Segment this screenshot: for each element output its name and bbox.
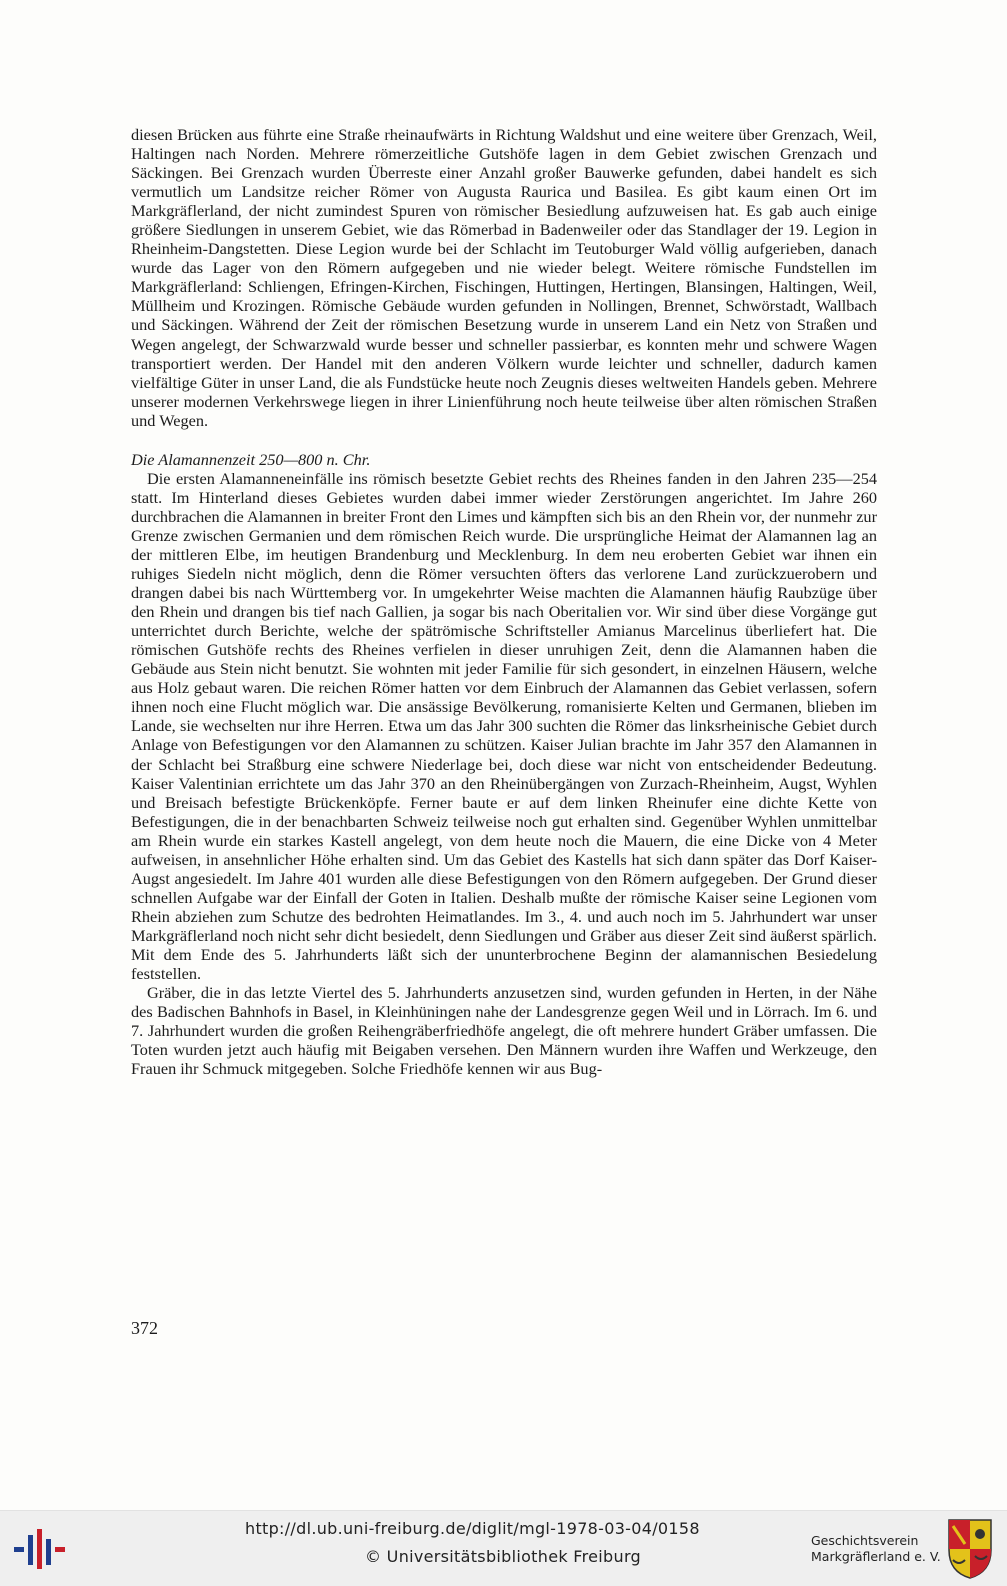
paragraph-roman-roads: diesen Brücken aus führte eine Straße rheinaufwärts in Richtung Waldshut und eine weitere über Grenzach, Weil, Haltingen nach Norden. Mehrere römerzeitliche Gutshöfe lagen in dem Gebiet zwischen Grenzach und Säckingen. Bei Grenzach wurden Überreste einer Anzahl großer Bauwerke gefunden, dabei handelt es sich vermutlich um Landsitze reicher Römer von Augusta Raurica und Basilea. Es gibt kaum einen Ort im Markgräflerland, der nicht zumindest Spuren von römischer Besiedlung aufzuweisen hat. Es gab auch einige größere Siedlungen in unserem Gebiet, wie das Römerbad in Badenweiler oder das Standlager der 19. Legion in Rheinheim-Dangstetten. Diese Legion wurde bei der Schlacht im Teutoburger Wald völlig aufgerieben, danach wurde das Lager von den Römern aufgegeben und nie wieder belegt. Weitere römische Fundstellen im Markgräflerland: Schliengen, Efringen-Kirchen, Fischingen, Huttingen, Hertingen, Blansingen, Haltingen, Weil, Müllheim und Krozingen. Römische Gebäude wurden gefunden in Nollingen, Brennet, Schwörstadt, Wallbach und Säckingen. Während der Zeit der römischen Besetzung wurde in unserem Land ein Netz von Straßen und Wegen angelegt, der Schwarzwald wurde besser und schneller passierbar, es konnten mehr und schwere Wagen transportiert werden. Der Handel mit den anderen Völkern wurde leichter und schneller, dadurch kamen vielfältige Güter in unser Land, die als Fundstücke heute noch Zeugnis dieses weltweiten Handels geben. Mehrere unserer modernen Verkehrswege liegen in ihrer Linienführung noch heute teilweise über alten römischen Straßen und Wegen. xyxy=(131,125,877,430)
paragraph-graves: Gräber, die in das letzte Viertel des 5. Jahrhunderts anzusetzen sind, wurden gefunden in Herten, in der Nähe des Badischen Bahnhofs in Basel, in Kleinhüningen nahe der Landesgrenze gegen Weil und in Lörrach. Im 6. und 7. Jahrhundert wurden die großen Reihengräberfriedhöfe angelegt, die oft mehrere hundert Gräber umfassen. Die Toten wurden jetzt auch häufig mit Beigaben versehen. Den Männern wurden ihre Waffen und Werkzeuge, den Frauen ihr Schmuck mitgegeben. Solche Friedhöfe kennen wir aus Bug- xyxy=(131,983,877,1079)
society-name xyxy=(811,1533,941,1565)
society-name-line1: Geschichtsverein xyxy=(811,1533,919,1548)
page-number: 372 xyxy=(131,1318,158,1338)
society-name-line2: Markgräflerland e. V. xyxy=(811,1549,941,1564)
footer-bar xyxy=(0,1510,1007,1586)
coat-of-arms-icon xyxy=(945,1516,995,1580)
ub-freiburg-logo-icon xyxy=(12,1525,68,1573)
copyright-notice: © Universitätsbibliothek Freiburg xyxy=(365,1547,641,1566)
section-heading: Die Alamannenzeit 250—800 n. Chr. xyxy=(131,449,371,469)
permalink-url[interactable]: http://dl.ub.uni-freiburg.de/diglit/mgl-1978-03-04/0158 xyxy=(245,1519,700,1538)
body-text xyxy=(131,125,877,1078)
paragraph-alamanni: Die ersten Alamanneneinfälle ins römisch besetzte Gebiet rechts des Rheines fanden in den Jahren 235—254 statt. Im Hinterland dieses Gebietes wurden dabei immer wieder Zerstörungen angerichtet. Im Jahre 260 durchbrachen die Alamannen in breiter Front den Limes und kämpften sich bis an den Rhein vor, der nunmehr zur Grenze zwischen Germanien und dem römischen Reich wurde. Die ursprüngliche Heimat der Alamannen lag an der mittleren Elbe, im heutigen Brandenburg und Mecklenburg. In dem neu eroberten Gebiet war ihnen ein ruhiges Siedeln nicht möglich, denn die Römer versuchten öfters das verlorene Land zurückzuerobern und drangen dabei bis nach Württemberg vor. In umgekehrter Weise machten die Alamannen häufig Raubzüge über den Rhein und drangen bis tief nach Gallien, ja sogar bis nach Oberitalien vor. Wir sind über diese Vorgänge gut unterrichtet durch Berichte, welche der spätrömische Schriftsteller Amianus Marcelinus überliefert hat. Die römischen Gutshöfe rechts des Rheines verfielen in dieser unruhigen Zeit, denn die Alamannen haben die Gebäude aus Stein nicht benutzt. Sie wohnten mit jeder Familie für sich gesondert, in einzelnen Häusern, welche aus Holz gebaut waren. Die reichen Römer hatten vor dem Einbruch der Alamannen das Gebiet verlassen, sofern ihnen noch eine Flucht möglich war. Die ansässige Bevölkerung, romanisierte Kelten und Germanen, blieben im Lande, sie wechselten nur ihre Herren. Etwa um das Jahr 300 suchten die Römer das linksrheinische Gebiet durch Anlage von Befestigungen vor den Alamannen zu schützen. Kaiser Julian brachte im Jahr 357 den Alamannen in der Schlacht bei Straßburg eine schwere Niederlage bei, doch diese war nicht von entscheidender Bedeutung. Kaiser Valentinian errichtete um das Jahr 370 an den Rheinübergängen von Zurzach-Rheinheim, Augst, Wyhlen und Breisach befestigte Brückenköpfe. Ferner baute er auf dem linken Rheinufer eine dichte Kette von Befestigungen, die in der benachbarten Schweiz teilweise noch gut erhalten sind. Gegenüber Wyhlen unmittelbar am Rhein wurde ein starkes Kastell angelegt, von dem heute noch die Mauern, die eine Dicke von 4 Meter aufweisen, in ansehnlicher Höhe erhalten sind. Um das Gebiet des Kastells hat sich dann später das Dorf Kaiser-Augst angesiedelt. Im Jahre 401 wurden alle diese Befestigungen von den Römern aufgegeben. Der Grund dieser schnellen Aufgabe war der Einfall der Goten in Italien. Deshalb mußte der römische Kaiser seine Legionen vom Rhein abziehen zum Schutze des bedrohten Heimatlandes. Im 3., 4. und auch noch im 5. Jahrhundert war unser Markgräflerland noch nicht sehr dicht besiedelt, denn Siedlungen und Gräber aus dieser Zeit sind äußerst spärlich. Mit dem Ende des 5. Jahrhunderts läßt sich der ununterbrochene Beginn der alamannischen Besiedelung feststellen. xyxy=(131,468,877,984)
